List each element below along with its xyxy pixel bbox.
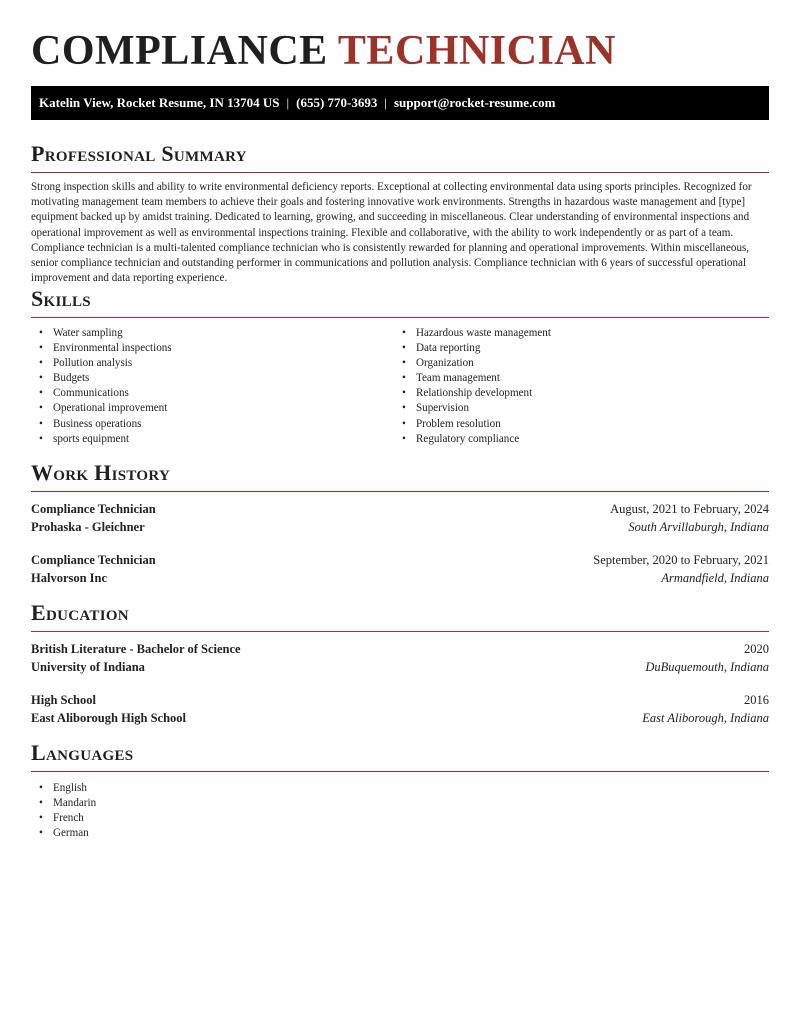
section-heading-education: Education <box>31 600 769 632</box>
employer: Halvorson Inc <box>31 571 108 585</box>
skill-item: • Business operations <box>39 417 172 432</box>
skill-item: • sports equipment <box>39 432 172 447</box>
language-item: • English <box>39 781 96 796</box>
graduation-year: 2020 <box>744 642 769 656</box>
skill-item: • Organization <box>402 356 551 371</box>
section-heading-skills: Skills <box>31 286 769 318</box>
skill-item: • Operational improvement <box>39 401 172 416</box>
skill-item: • Environmental inspections <box>39 341 172 356</box>
contact-address: Katelin View, Rocket Resume, IN 13704 US <box>39 95 280 110</box>
skill-item: • Problem resolution <box>402 417 551 432</box>
summary-text: Strong inspection skills and ability to write environmental deficiency reports. Exceptional at collecting environmental data using sports principles. Recognized for motivating management team members to achieve their goals and fostering innovative work environments. Strengths in hazardous waste management and [type] equipment backed up by amidst training. Dedicated to learning, growing, and succeeding in miscellaneous. Clear understanding of environmental inspections and operational improvement as well as environmental inspections training. Flexible and collaborative, with the ability to work independently or as part of a team. Compliance technician is a multi-talented compliance technician who is consistently rewarded for planning and operational improvements. Within miscellaneous, senior compliance technician and outstanding performer in communications and pollution analysis. Compliance technician with 6 years of successful operational improvement and data reporting experience. <box>31 181 752 285</box>
section-heading-summary: Professional Summary <box>31 141 769 173</box>
languages-list <box>39 781 96 841</box>
skill-item: • Regulatory compliance <box>402 432 551 447</box>
graduation-year: 2016 <box>744 693 769 707</box>
skills-column-1 <box>39 326 172 447</box>
skill-item: • Communications <box>39 386 172 401</box>
education-entry <box>31 693 769 733</box>
school: East Aliborough High School <box>31 711 187 725</box>
section-heading-work-history: Work History <box>31 460 769 492</box>
skill-item: • Team management <box>402 371 551 386</box>
skill-item: • Pollution analysis <box>39 356 172 371</box>
title-part-2: TECHNICIAN <box>337 28 616 74</box>
employer: Prohaska - Gleichner <box>31 520 145 534</box>
language-item: • German <box>39 826 96 841</box>
title-part-1: COMPLIANCE <box>31 28 328 74</box>
section-heading-languages: Languages <box>31 740 769 772</box>
resume-title <box>31 28 616 74</box>
job-dates: September, 2020 to February, 2021 <box>593 553 769 567</box>
language-item: • French <box>39 811 96 826</box>
school-location: East Aliborough, Indiana <box>642 711 769 725</box>
skill-item: • Budgets <box>39 371 172 386</box>
contact-separator: | <box>286 95 290 110</box>
work-entry <box>31 502 769 542</box>
job-dates: August, 2021 to February, 2024 <box>610 502 769 516</box>
skill-item: • Relationship development <box>402 386 551 401</box>
education-entry <box>31 642 769 682</box>
work-entry <box>31 553 769 593</box>
contact-separator: | <box>384 95 387 110</box>
job-title: Compliance Technician <box>31 502 156 516</box>
skill-item: • Hazardous waste management <box>402 326 551 341</box>
job-location: South Arvillaburgh, Indiana <box>628 520 769 534</box>
skill-item: • Supervision <box>402 401 551 416</box>
language-item: • Mandarin <box>39 796 96 811</box>
contact-phone: (655) 770-3693 <box>296 95 378 110</box>
degree: British Literature - Bachelor of Science <box>31 642 241 656</box>
skills-column-2 <box>402 326 551 447</box>
skill-item: • Water sampling <box>39 326 172 341</box>
degree: High School <box>31 693 96 707</box>
job-title: Compliance Technician <box>31 553 156 567</box>
contact-email: support@rocket-resume.com <box>393 95 556 110</box>
skill-item: • Data reporting <box>402 341 551 356</box>
school: University of Indiana <box>31 660 145 674</box>
school-location: DuBuquemouth, Indiana <box>645 660 769 674</box>
job-location: Armandfield, Indiana <box>661 571 769 585</box>
contact-bar <box>31 86 769 120</box>
